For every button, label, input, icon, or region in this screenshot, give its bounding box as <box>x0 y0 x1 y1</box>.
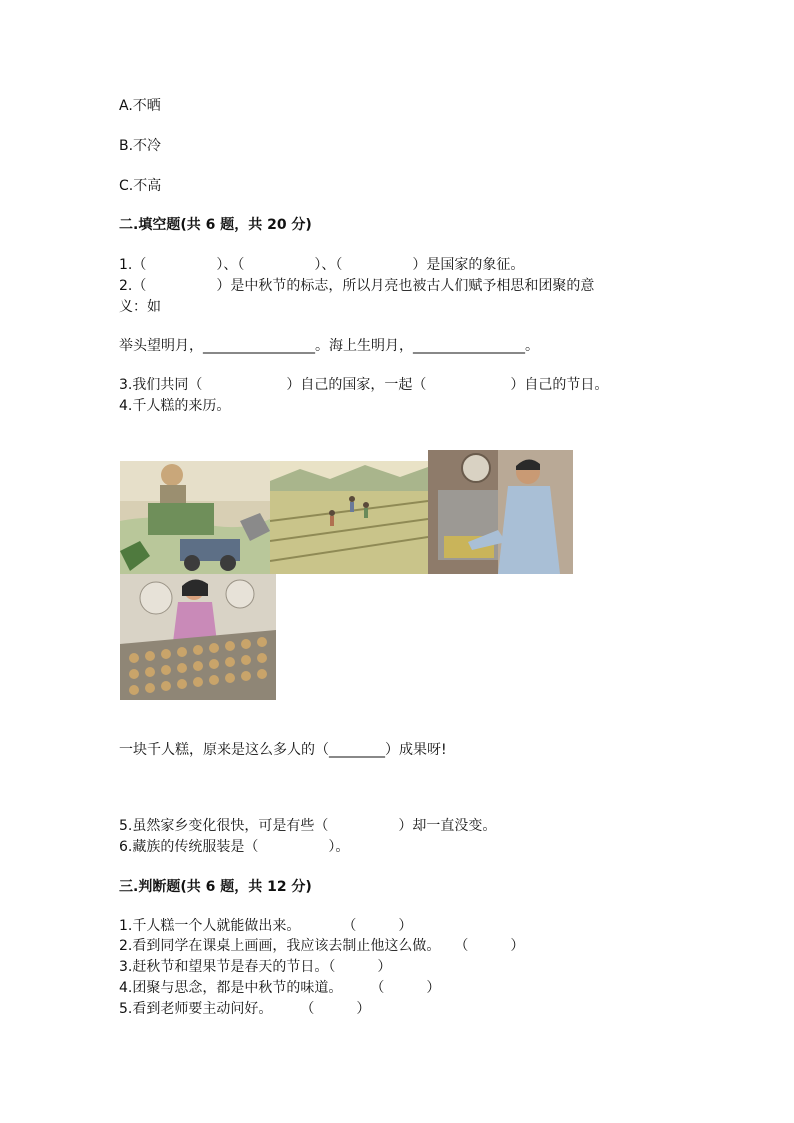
question-2-line2: 义：如 <box>119 299 161 315</box>
question-2-line3: 举头望明月，________________。海上生明月，________________。 <box>119 338 539 354</box>
farmer-harvesting-illustration <box>120 461 270 575</box>
question-2-line1: 2.（ ）是中秋节的标志，所以月亮也被古人们赋予相思和团聚的意 <box>119 278 595 294</box>
judge-item-1: 1.千人糕一个人就能做出来。 （ ） <box>119 918 413 934</box>
question-4-answer: 一块千人糕，原来是这么多人的（________）成果呀! <box>119 742 447 758</box>
rice-field-illustration <box>270 461 428 574</box>
option-a: A.不晒 <box>119 98 161 114</box>
judge-item-2: 2.看到同学在课桌上画画，我应该去制止他这么做。 （ ） <box>119 938 525 954</box>
section3-heading: 三.判断题(共 6 题，共 12 分) <box>119 879 312 895</box>
judge-item-5: 5.看到老师要主动问好。 （ ） <box>119 1001 371 1017</box>
question-1: 1.（ ）、（ ）、（ ）是国家的象征。 <box>119 257 525 273</box>
judge-item-3: 3.赶秋节和望果节是春天的节日。（ ） <box>119 959 392 975</box>
option-c: C.不高 <box>119 178 162 194</box>
judge-item-4: 4.团聚与思念，都是中秋节的味道。 （ ） <box>119 980 441 996</box>
question-6: 6.藏族的传统服装是（ ）。 <box>119 839 350 855</box>
question-5: 5.虽然家乡变化很快，可是有些（ ）却一直没变。 <box>119 818 497 834</box>
question-4: 4.千人糕的来历。 <box>119 398 231 414</box>
section2-heading: 二.填空题(共 6 题，共 20 分) <box>119 217 312 233</box>
option-b: B.不冷 <box>119 138 162 154</box>
question-3: 3.我们共同（ ）自己的国家，一起（ ）自己的节日。 <box>119 377 609 393</box>
man-milling-grain-illustration <box>428 450 573 574</box>
woman-making-cakes-illustration <box>120 574 276 700</box>
